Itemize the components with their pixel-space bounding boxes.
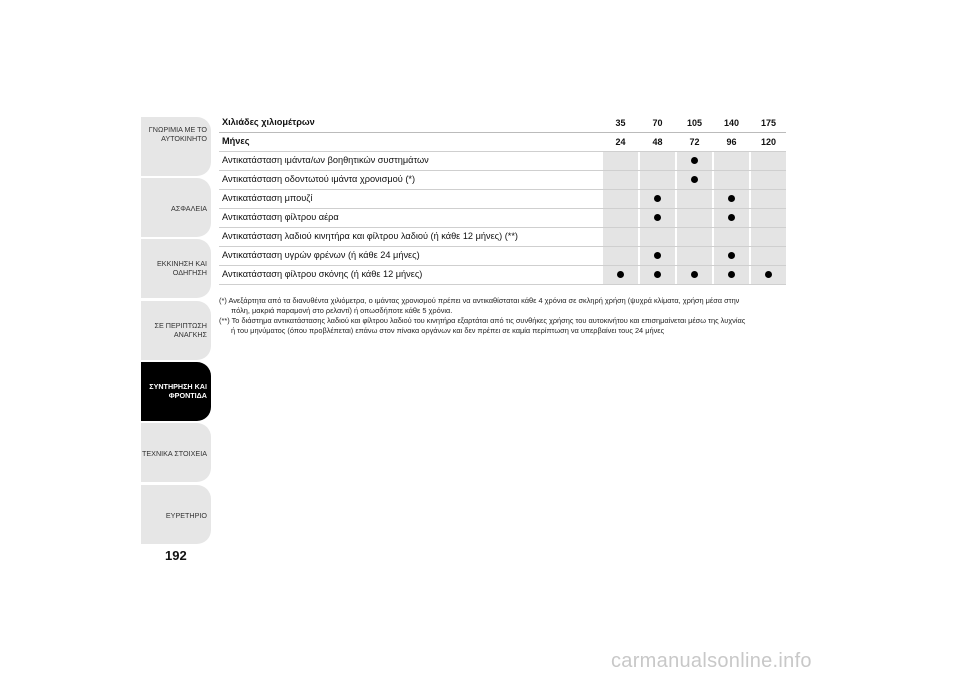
scheduled-dot-icon xyxy=(728,214,735,221)
tab-label-line1: ΑΣΦΑΛΕΙΑ xyxy=(171,204,207,213)
maintenance-table xyxy=(219,114,786,285)
scheduled-dot-icon xyxy=(654,252,661,259)
maintenance-row xyxy=(219,171,786,190)
interval-cell xyxy=(603,228,638,246)
tab-emergency[interactable] xyxy=(141,301,211,360)
interval-cell xyxy=(751,228,786,246)
interval-cell xyxy=(640,209,675,227)
maintenance-item-label: Αντικατάσταση λαδιού κινητήρα και φίλτρου λαδιού (ή κάθε 12 μήνες) (**) xyxy=(222,231,518,241)
page-number: 192 xyxy=(165,548,187,563)
scheduled-dot-icon xyxy=(728,271,735,278)
interval-cell xyxy=(603,247,638,265)
maintenance-row xyxy=(219,190,786,209)
tab-index[interactable] xyxy=(141,485,211,544)
maintenance-row xyxy=(219,266,786,285)
footnote-oil-change xyxy=(219,316,786,335)
footnote-line: (**) Το διάστημα αντικατάστασης λαδιού και φίλτρου λαδιού του κινητήρα εξαρτάται από τις συνθήκες χρήσης του αυτοκινήτου και επισημαίνεται μέσω της λυχνίας xyxy=(219,316,746,326)
tab-label-line2: ΟΔΗΓΗΣΗ xyxy=(172,268,207,277)
footnote-line: πόλη, μακριά παραμονή στο ρελαντί) ή οπωσδήποτε κάθε 5 χρόνια. xyxy=(231,305,453,315)
interval-cell xyxy=(714,209,749,227)
scheduled-dot-icon xyxy=(654,271,661,278)
maintenance-row xyxy=(219,209,786,228)
interval-cell xyxy=(714,171,749,189)
footnotes xyxy=(219,296,786,336)
maintenance-row xyxy=(219,228,786,247)
scheduled-dot-icon xyxy=(617,271,624,278)
km-value: 70 xyxy=(652,118,663,128)
months-value: 24 xyxy=(615,137,626,147)
interval-cell xyxy=(714,228,749,246)
maintenance-item-label: Αντικατάσταση φίλτρου αέρα xyxy=(222,212,339,222)
maintenance-item-label: Αντικατάσταση μπουζί xyxy=(222,193,313,203)
tab-label-line1: ΣΥΝΤΗΡΗΣΗ ΚΑΙ xyxy=(149,382,207,391)
months-value: 72 xyxy=(689,137,700,147)
tab-label-line1: ΓΝΩΡΙΜΙΑ ΜΕ ΤΟ xyxy=(148,125,207,134)
km-header-label: Χιλιάδες χιλιομέτρων xyxy=(222,117,315,127)
km-value: 35 xyxy=(615,118,626,128)
interval-cell xyxy=(677,190,712,208)
tab-maintenance-care[interactable] xyxy=(141,362,211,421)
tab-label-line2: ΑΝΑΓΚΗΣ xyxy=(173,330,207,339)
interval-cell xyxy=(640,228,675,246)
months-header-label: Μήνες xyxy=(222,136,250,146)
km-header-row xyxy=(219,114,786,133)
tab-safety[interactable] xyxy=(141,178,211,237)
km-value: 140 xyxy=(723,118,740,128)
months-header-row xyxy=(219,133,786,152)
maintenance-item-label: Αντικατάσταση υγρών φρένων (ή κάθε 24 μήνες) xyxy=(222,250,420,260)
interval-cell xyxy=(751,266,786,284)
scheduled-dot-icon xyxy=(728,252,735,259)
interval-cell xyxy=(677,266,712,284)
interval-cell xyxy=(751,152,786,170)
interval-cell xyxy=(751,171,786,189)
interval-cell xyxy=(640,190,675,208)
interval-cell xyxy=(603,266,638,284)
interval-cell xyxy=(714,247,749,265)
interval-cell xyxy=(640,247,675,265)
maintenance-item-label: Αντικατάσταση οδοντωτού ιμάντα χρονισμού (*) xyxy=(222,174,416,184)
months-value: 48 xyxy=(652,137,663,147)
maintenance-row xyxy=(219,152,786,171)
interval-cell xyxy=(640,171,675,189)
km-value: 105 xyxy=(686,118,703,128)
tab-label-line1: ΤΕΧΝΙΚΑ ΣΤΟΙΧΕΙΑ xyxy=(141,449,207,458)
interval-cell xyxy=(603,190,638,208)
interval-cell xyxy=(751,247,786,265)
interval-cell xyxy=(714,266,749,284)
interval-cell xyxy=(640,152,675,170)
interval-cell xyxy=(677,152,712,170)
tab-getting-to-know[interactable] xyxy=(141,117,211,176)
interval-cell xyxy=(751,209,786,227)
watermark: carmanualsonline.info xyxy=(611,650,812,672)
interval-cell xyxy=(677,171,712,189)
tab-label-line1: ΣΕ ΠΕΡΙΠΤΩΣΗ xyxy=(154,321,207,330)
months-value: 96 xyxy=(726,137,737,147)
footnote-line: ή του μηνύματος (όπου προβλέπεται) επάνω στον πίνακα οργάνων και δεν πρέπει σε καμία περίπτωση να υπερβαίνει τους 24 μήνες xyxy=(231,325,665,335)
months-value: 120 xyxy=(760,137,777,147)
tab-technical-data[interactable] xyxy=(141,423,211,482)
scheduled-dot-icon xyxy=(654,214,661,221)
interval-cell xyxy=(677,209,712,227)
interval-cell xyxy=(714,152,749,170)
interval-cell xyxy=(677,247,712,265)
tab-label-line1: ΕΥΡΕΤΗΡΙΟ xyxy=(165,511,207,520)
interval-cell xyxy=(751,190,786,208)
interval-cell xyxy=(714,190,749,208)
tab-starting-driving[interactable] xyxy=(141,239,211,298)
interval-cell xyxy=(603,152,638,170)
tab-label-line2: ΑΥΤΟΚΙΝΗΤΟ xyxy=(161,134,207,143)
footnote-line: (*) Ανεξάρτητα από τα διανυθέντα χιλιόμετρα, ο ιμάντας χρονισμού πρέπει να αντικαθίσταται κάθε 4 χρόνια σε σκληρή χρήση (ψυχρά κλίματα, χρήση μέσα στην xyxy=(219,296,740,305)
km-value: 175 xyxy=(760,118,777,128)
maintenance-item-label: Αντικατάσταση φίλτρου σκόνης (ή κάθε 12 μήνες) xyxy=(222,269,423,279)
scheduled-dot-icon xyxy=(728,195,735,202)
interval-cell xyxy=(603,209,638,227)
interval-cell xyxy=(603,171,638,189)
maintenance-item-label: Αντικατάσταση ιμάντα/ων βοηθητικών συστημάτων xyxy=(222,155,429,165)
scheduled-dot-icon xyxy=(765,271,772,278)
tab-label-line1: ΕΚΚΙΝΗΣΗ ΚΑΙ xyxy=(157,259,207,268)
interval-cell xyxy=(640,266,675,284)
scheduled-dot-icon xyxy=(691,176,698,183)
scheduled-dot-icon xyxy=(654,195,661,202)
scheduled-dot-icon xyxy=(691,157,698,164)
interval-cell xyxy=(677,228,712,246)
tab-label-line2: ΦΡΟΝΤΙΔΑ xyxy=(168,391,207,400)
footnote-timing-belt xyxy=(219,296,786,315)
scheduled-dot-icon xyxy=(691,271,698,278)
maintenance-row xyxy=(219,247,786,266)
